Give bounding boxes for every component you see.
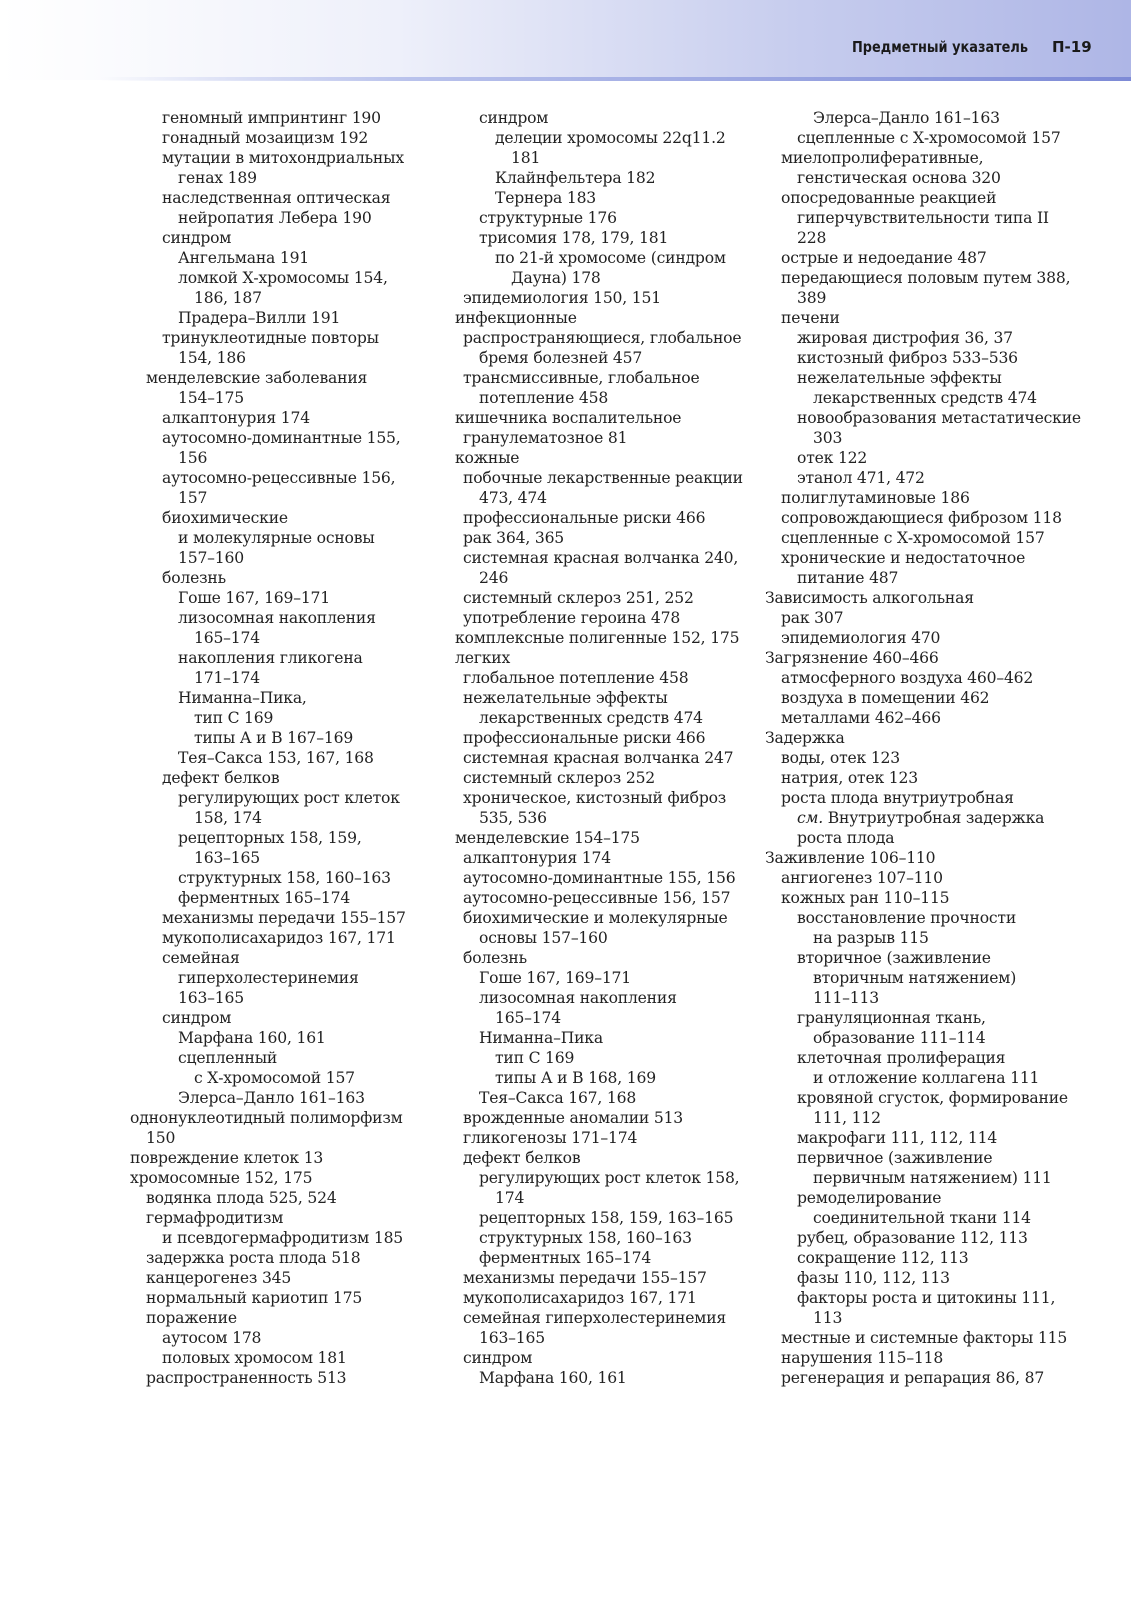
see-target: Внутриутробная задержка	[827, 809, 1045, 827]
index-column-3	[765, 108, 1086, 1388]
index-entry: и молекулярные основы	[178, 529, 375, 547]
header-rule	[100, 77, 1131, 81]
index-entry: дефект белков	[463, 1149, 581, 1167]
index-entry: 163–165	[178, 989, 244, 1007]
index-entry: лекарственных средств 474	[813, 389, 1037, 407]
index-entry: Тея–Сакса 167, 168	[479, 1089, 637, 1107]
index-entry: этанол 471, 472	[797, 469, 925, 487]
index-entry: побочные лекарственные реакции	[463, 469, 743, 487]
index-entry: структурных 158, 160–163	[178, 869, 391, 887]
index-entry: болезнь	[463, 949, 527, 967]
index-entry: острые и недоедание 487	[781, 249, 987, 267]
index-entry: кистозный фиброз 533–536	[797, 349, 1018, 367]
index-entry: инфекционные	[455, 309, 577, 327]
index-entry: лекарственных средств 474	[479, 709, 703, 727]
index-entry: задержка роста плода 518	[146, 1249, 361, 1267]
index-entry: вторичным натяжением)	[813, 969, 1017, 987]
index-entry: натрия, отек 123	[781, 769, 918, 787]
index-entry: первичное (заживление	[797, 1149, 993, 1167]
index-entry: и псевдогермафродитизм 185	[162, 1229, 404, 1247]
index-entry: хромосомные 152, 175	[130, 1169, 313, 1187]
index-entry: типы А и В 167–169	[194, 729, 354, 747]
index-entry: структурные 176	[479, 209, 617, 227]
index-entry: сокращение 112, 113	[797, 1249, 969, 1267]
index-entry: гиперхолестеринемия	[178, 969, 359, 987]
index-entry: соединительной ткани 114	[813, 1209, 1031, 1227]
index-entry: ангиогенез 107–110	[781, 869, 943, 887]
index-entry: 150	[146, 1129, 176, 1147]
index-entry: Ангельмана 191	[178, 249, 310, 267]
index-entry: эпидемиология 150, 151	[463, 289, 661, 307]
index-entry: 186, 187	[194, 289, 262, 307]
index-entry: тип С 169	[495, 1049, 575, 1067]
index-entry: гермафродитизм	[146, 1209, 284, 1227]
index-entry: повреждение клеток 13	[130, 1149, 324, 1167]
index-entry: регулирующих рост клеток 158,	[479, 1169, 740, 1187]
index-entry: жировая дистрофия 36, 37	[797, 329, 1013, 347]
index-entry: нежелательные эффекты	[463, 689, 668, 707]
index-entry: фазы 110, 112, 113	[797, 1269, 950, 1287]
index-entry: нарушения 115–118	[781, 1349, 944, 1367]
index-entry: биохимические и молекулярные	[463, 909, 728, 927]
index-entry: менделевские 154–175	[455, 829, 640, 847]
index-entry: алкаптонурия 174	[463, 849, 611, 867]
index-entry: ремоделирование	[797, 1189, 942, 1207]
index-entry: 157	[178, 489, 208, 507]
index-entry: Ниманна–Пика	[479, 1029, 603, 1047]
index-entry: аутосом 178	[162, 1329, 262, 1347]
index-entry: первичным натяжением) 111	[813, 1169, 1052, 1187]
index-entry: 158, 174	[194, 809, 262, 827]
index-entry: однонуклеотидный полиморфизм	[130, 1109, 403, 1127]
index-entry: хронические и недостаточное	[781, 549, 1026, 567]
index-entry: профессиональные риски 466	[463, 729, 706, 747]
index-entry: мукополисахаридоз 167, 171	[162, 929, 396, 947]
index-entry: Элерса–Данло 161–163	[813, 109, 1000, 127]
index-entry: типы А и В 168, 169	[495, 1069, 656, 1087]
index-entry: алкаптонурия 174	[162, 409, 310, 427]
index-entry: наследственная оптическая	[162, 189, 391, 207]
index-entry: половых хромосом 181	[162, 1349, 347, 1367]
index-entry: Зависимость алкогольная	[765, 589, 974, 607]
index-entry: системный склероз 252	[463, 769, 656, 787]
index-entry: болезнь	[162, 569, 226, 587]
index-entry: структурных 158, 160–163	[479, 1229, 692, 1247]
index-entry: 228	[797, 229, 827, 247]
index-entry: передающиеся половым путем 388,	[781, 269, 1071, 287]
index-entry	[781, 808, 1086, 828]
index-entry: основы 157–160	[479, 929, 608, 947]
index-entry: 163–165	[194, 849, 260, 867]
index-entry: регенерация и репарация 86, 87	[781, 1369, 1045, 1387]
index-entry: 154–175	[178, 389, 244, 407]
page-number: П-19	[1052, 38, 1092, 56]
index-entry: восстановление прочности	[797, 909, 1017, 927]
index-entry: воды, отек 123	[781, 749, 901, 767]
index-entry: воздуха в помещении 462	[781, 689, 990, 707]
index-entry: профессиональные риски 466	[463, 509, 706, 527]
index-entry: синдром	[162, 229, 232, 247]
index-entry: рак 307	[781, 609, 844, 627]
index-entry: 157–160	[178, 549, 244, 567]
index-entry: трансмиссивные, глобальное	[463, 369, 700, 387]
index-entry: тип С 169	[194, 709, 274, 727]
index-entry: нормальный кариотип 175	[146, 1289, 363, 1307]
index-entry: Загрязнение 460–466	[765, 649, 939, 667]
index-entry: 303	[813, 429, 843, 447]
index-entry: нежелательные эффекты	[797, 369, 1002, 387]
index-entry: аутосомно-рецессивные 156, 157	[463, 889, 731, 907]
index-entry: и отложение коллагена 111	[813, 1069, 1040, 1087]
index-entry: накопления гликогена	[178, 649, 363, 667]
index-entry: потепление 458	[479, 389, 609, 407]
index-entry: 181	[511, 149, 541, 167]
index-entry: Клайнфельтера 182	[495, 169, 656, 187]
index-entry: Гоше 167, 169–171	[178, 589, 330, 607]
index-entry: аутосомно-доминантные 155,	[162, 429, 401, 447]
index-entry: биохимические	[162, 509, 288, 527]
index-entry: мукополисахаридоз 167, 171	[463, 1289, 697, 1307]
index-entry: металлами 462–466	[781, 709, 941, 727]
section-title: Предметный указатель	[852, 38, 1028, 56]
index-entry: гонадный мозаицизм 192	[162, 129, 369, 147]
index-entry: печени	[781, 309, 840, 327]
index-entry: рубец, образование 112, 113	[797, 1229, 1028, 1247]
index-entry: 111, 112	[813, 1109, 881, 1127]
index-entry: 246	[479, 569, 509, 587]
index-entry: Марфана 160, 161	[178, 1029, 326, 1047]
index-entry: дефект белков	[162, 769, 280, 787]
index-entry: кожные	[455, 449, 520, 467]
index-entry: 165–174	[194, 629, 260, 647]
index-entry: кишечника воспалительное	[455, 409, 682, 427]
index-entry: отек 122	[797, 449, 868, 467]
index-entry: 473, 474	[479, 489, 547, 507]
index-entry: менделевские заболевания	[146, 369, 368, 387]
index-entry: питание 487	[797, 569, 899, 587]
index-entry: синдром	[479, 109, 549, 127]
index-entry: новообразования метастатические	[797, 409, 1081, 427]
index-entry: клеточная пролиферация	[797, 1049, 1006, 1067]
index-entry: на разрыв 115	[813, 929, 929, 947]
index-entry: Задержка	[765, 729, 845, 747]
index-entry: делеции хромосомы 22q11.2	[495, 129, 726, 147]
index-entry: гликогенозы 171–174	[463, 1129, 638, 1147]
index-entry: рецепторных 158, 159,	[178, 829, 362, 847]
index-entry: 163–165	[479, 1329, 545, 1347]
index-entry: мутации в митохондриальных	[162, 149, 404, 167]
index-entry: 111–113	[813, 989, 879, 1007]
index-entry: аутосомно-доминантные 155, 156	[463, 869, 736, 887]
index-entry: сцепленный	[178, 1049, 278, 1067]
see-reference: см.	[797, 809, 824, 827]
index-entry: трисомия 178, 179, 181	[479, 229, 669, 247]
index-entry: рецепторных 158, 159, 163–165	[479, 1209, 734, 1227]
index-entry: с Х-хромосомой 157	[194, 1069, 355, 1087]
index-entry: Прадера–Вилли 191	[178, 309, 341, 327]
index-entry: кровяной сгусток, формирование	[797, 1089, 1068, 1107]
index-entry: распространенность 513	[146, 1369, 347, 1387]
index-entry: системный склероз 251, 252	[463, 589, 694, 607]
index-entry: генстическая основа 320	[797, 169, 1001, 187]
index-entry: нейропатия Лебера 190	[178, 209, 372, 227]
index-entry: сцепленные с Х-хромосомой 157	[781, 529, 1045, 547]
index-entry: гранулематозное 81	[463, 429, 628, 447]
index-entry: ломкой Х-хромосомы 154,	[178, 269, 388, 287]
index-entry: опосредованные реакцией	[781, 189, 997, 207]
index-entry: синдром	[463, 1349, 533, 1367]
index-entry: кожных ран 110–115	[781, 889, 950, 907]
index-entry: синдром	[162, 1009, 232, 1027]
index-entry: Марфана 160, 161	[479, 1369, 627, 1387]
index-entry: Тея–Сакса 153, 167, 168	[178, 749, 374, 767]
index-entry: 165–174	[495, 1009, 561, 1027]
index-entry: 535, 536	[479, 809, 547, 827]
index-entry: Ниманна–Пика,	[178, 689, 307, 707]
index-entry: ферментных 165–174	[178, 889, 351, 907]
index-entry: геномный импринтинг 190	[162, 109, 381, 127]
index-entry: роста плода	[797, 829, 895, 847]
index-entry: комплексные полигенные 152, 175	[455, 629, 740, 647]
index-entry: аутосомно-рецессивные 156,	[162, 469, 396, 487]
index-entry: гиперчувствительности типа II	[797, 209, 1049, 227]
index-entry: распространяющиеся, глобальное	[463, 329, 742, 347]
index-column-1	[130, 108, 420, 1388]
index-entry: сцепленные с Х-хромосомой 157	[797, 129, 1061, 147]
index-entry: глобальное потепление 458	[463, 669, 689, 687]
index-entry: водянка плода 525, 524	[146, 1189, 337, 1207]
index-entry: 154, 186	[178, 349, 246, 367]
index-entry: бремя болезней 457	[479, 349, 643, 367]
index-entry: вторичное (заживление	[797, 949, 991, 967]
index-entry: лизосомная накопления	[178, 609, 376, 627]
index-entry: грануляционная ткань,	[797, 1009, 986, 1027]
index-entry: Гоше 167, 169–171	[479, 969, 631, 987]
index-entry: легких	[455, 649, 511, 667]
index-entry: регулирующих рост клеток	[178, 789, 400, 807]
index-entry: системная красная волчанка 247	[463, 749, 734, 767]
index-entry: 171–174	[194, 669, 260, 687]
index-entry: макрофаги 111, 112, 114	[797, 1129, 998, 1147]
index-entry: атмосферного воздуха 460–462	[781, 669, 1034, 687]
index-entry: местные и системные факторы 115	[781, 1329, 1068, 1347]
index-entry: 156	[178, 449, 208, 467]
index-entry: эпидемиология 470	[781, 629, 941, 647]
index-entry: механизмы передачи 155–157	[463, 1269, 707, 1287]
index-entry: употребление героина 478	[463, 609, 681, 627]
index-entry: сопровождающиеся фиброзом 118	[781, 509, 1062, 527]
index-entry: полиглутаминовые 186	[781, 489, 970, 507]
index-entry: лизосомная накопления	[479, 989, 677, 1007]
index-entry: системная красная волчанка 240,	[463, 549, 739, 567]
index-entry: хроническое, кистозный фиброз	[463, 789, 727, 807]
index-entry: роста плода внутриутробная	[781, 789, 1014, 807]
index-column-2	[455, 108, 755, 1388]
index-entry: Элерса–Данло 161–163	[178, 1089, 365, 1107]
index-entry: миелопролиферативные,	[781, 149, 984, 167]
index-entry: канцерогенез 345	[146, 1269, 292, 1287]
index-entry: Дауна) 178	[511, 269, 601, 287]
index-entry: 113	[813, 1309, 843, 1327]
index-entry: 389	[797, 289, 827, 307]
index-entry: генах 189	[178, 169, 257, 187]
index-entry: семейная гиперхолестеринемия	[463, 1309, 727, 1327]
index-entry: тринуклеотидные повторы	[162, 329, 379, 347]
index-entry: образование 111–114	[813, 1029, 986, 1047]
index-entry: Заживление 106–110	[765, 849, 936, 867]
index-entry: 174	[495, 1189, 525, 1207]
index-entry: ферментных 165–174	[479, 1249, 652, 1267]
index-entry: поражение	[146, 1309, 237, 1327]
index-entry: рак 364, 365	[463, 529, 565, 547]
index-entry: семейная	[162, 949, 240, 967]
index-entry: факторы роста и цитокины 111,	[797, 1289, 1056, 1307]
index-entry: по 21-й хромосоме (синдром	[495, 249, 726, 267]
index-entry: врожденные аномалии 513	[463, 1109, 684, 1127]
index-entry: Тернера 183	[495, 189, 597, 207]
index-entry: механизмы передачи 155–157	[162, 909, 406, 927]
